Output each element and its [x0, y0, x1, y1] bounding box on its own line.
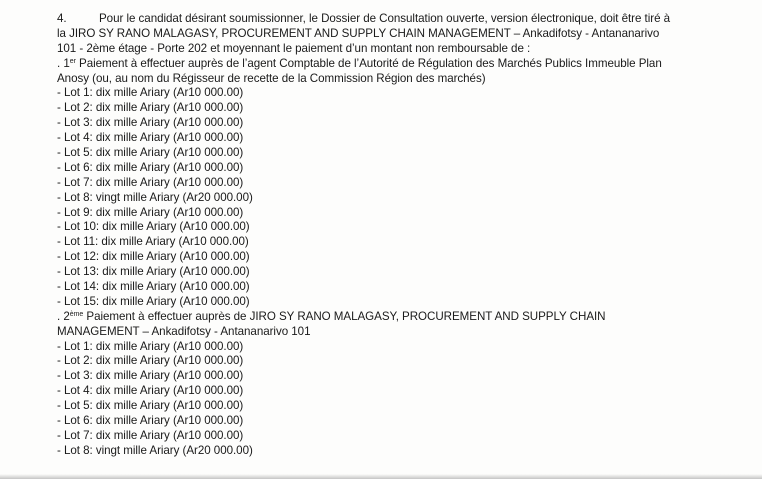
intro-line-1	[57, 12, 747, 27]
lot-item: - Lot 1: dix mille Ariary (Ar10 000.00)	[57, 86, 244, 100]
intro-line-2: la JIRO SY RANO MALAGASY, PROCUREMENT AND SUPPLY CHAIN MANAGEMENT – Ankadifotsy - Antananarivo	[57, 26, 660, 40]
lot-item: - Lot 10: dix mille Ariary (Ar10 000.00)	[57, 220, 250, 234]
payment2-sup: ème	[69, 310, 84, 318]
section-number: 4.	[57, 12, 67, 25]
lot-item: - Lot 5: dix mille Ariary (Ar10 000.00)	[57, 399, 244, 413]
payment2-text-1: Paiement à effectuer auprès de JIRO SY RANO MALAGASY, PROCUREMENT AND SUPPLY CHAIN	[83, 309, 606, 323]
lot-item: - Lot 13: dix mille Ariary (Ar10 000.00)	[57, 265, 250, 279]
lot-item: - Lot 5: dix mille Ariary (Ar10 000.00)	[57, 146, 244, 160]
lot-item: - Lot 7: dix mille Ariary (Ar10 000.00)	[57, 428, 244, 442]
payment1-sup: er	[69, 57, 76, 65]
lot-item: - Lot 15: dix mille Ariary (Ar10 000.00)	[57, 294, 250, 308]
lot-item: - Lot 11: dix mille Ariary (Ar10 000.00)	[57, 235, 249, 249]
intro-line-3: 101 - 2ème étage - Porte 202 et moyennant le paiement d’un montant non remboursable de :	[57, 41, 531, 55]
payment1-text-1: Paiement à effectuer auprès de l’agent Comptable de l’Autorité de Régulation des Marchés Publics Immeuble Plan	[75, 56, 662, 70]
document-body	[57, 12, 747, 459]
lot-item: - Lot 14: dix mille Ariary (Ar10 000.00)	[57, 280, 250, 294]
lot-item: - Lot 6: dix mille Ariary (Ar10 000.00)	[57, 160, 244, 174]
payment2-line-1	[57, 310, 747, 325]
payment1-prefix: . 1	[57, 56, 70, 70]
intro-text-1: Pour le candidat désirant soumissionner, le Dossier de Consultation ouverte, version électronique, doit être tiré à	[99, 12, 671, 25]
lot-item: - Lot 1: dix mille Ariary (Ar10 000.00)	[57, 339, 244, 353]
lot-item: - Lot 4: dix mille Ariary (Ar10 000.00)	[57, 131, 244, 145]
lot-item: - Lot 7: dix mille Ariary (Ar10 000.00)	[57, 175, 244, 189]
lot-item: - Lot 3: dix mille Ariary (Ar10 000.00)	[57, 116, 244, 130]
lot-item: - Lot 9: dix mille Ariary (Ar10 000.00)	[57, 205, 244, 219]
payment2-lot-list	[57, 340, 747, 459]
lot-item: - Lot 2: dix mille Ariary (Ar10 000.00)	[57, 354, 244, 368]
lot-item: - Lot 2: dix mille Ariary (Ar10 000.00)	[57, 101, 244, 115]
lot-item: - Lot 4: dix mille Ariary (Ar10 000.00)	[57, 384, 244, 398]
lot-item: - Lot 8: vingt mille Ariary (Ar20 000.00)	[57, 190, 253, 204]
payment1-line-2: Anosy (ou, au nom du Régisseur de recette de la Commission Région des marchés)	[57, 71, 486, 85]
scan-bottom-edge	[0, 474, 762, 479]
lot-item: - Lot 3: dix mille Ariary (Ar10 000.00)	[57, 369, 244, 383]
lot-item: - Lot 12: dix mille Ariary (Ar10 000.00)	[57, 250, 250, 264]
lot-item: - Lot 8: vingt mille Ariary (Ar20 000.00)	[57, 443, 253, 457]
payment2-prefix: . 2	[57, 309, 70, 323]
payment1-lot-list	[57, 86, 747, 309]
lot-item: - Lot 6: dix mille Ariary (Ar10 000.00)	[57, 414, 244, 428]
payment1-line-1	[57, 57, 747, 72]
payment2-line-2: MANAGEMENT – Ankadifotsy - Antananarivo 101	[57, 324, 311, 338]
